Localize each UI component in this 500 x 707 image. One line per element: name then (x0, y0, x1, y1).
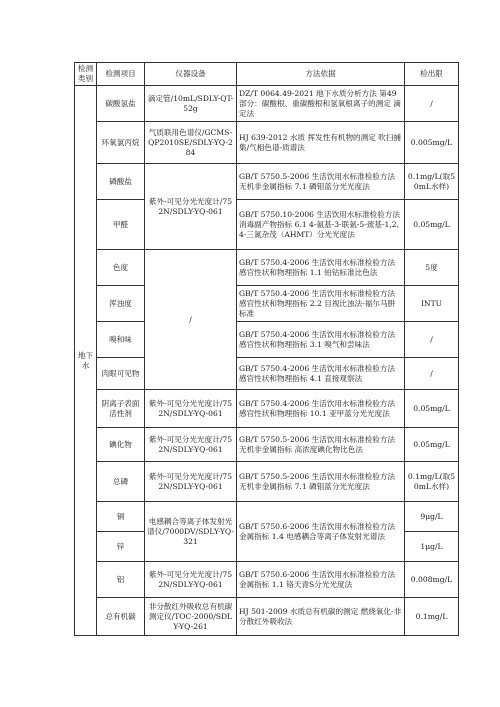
limit-cell: 0.1mg/L (405, 598, 459, 636)
table-row (75, 200, 459, 250)
item-cell: 总有机碳 (97, 598, 145, 636)
margin-pencil-mark (486, 450, 496, 510)
method-cell: GB/T 5750.4-2006 生活饮用水标准检验方法 感官性状和物理指标 4.1 直接观察法 (237, 358, 405, 390)
limit-cell: 0.1mg/L(取50mL水样) (405, 164, 459, 200)
method-cell: GB/T 5750.4-2006 生活饮用水标准检验方法 感官性状和物理指标 10.1 亚甲蓝分光光度法 (237, 390, 405, 428)
instrument-cell: 紫外-可见分光光度计/752N/SDLY-YQ-061 (145, 390, 237, 428)
method-cell: GB/T 5750.6-2006 生活饮用水标准检验方法 金属指标 1.4 电感耦合等离子体发射光谱法 (237, 502, 405, 562)
item-cell: 色度 (97, 250, 145, 286)
header-instrument: 仪器设备 (145, 63, 237, 86)
limit-cell: 0.008mg/L (405, 562, 459, 598)
limit-cell: INTU (405, 286, 459, 322)
item-cell: 锌 (97, 532, 145, 562)
table-row (75, 462, 459, 502)
limit-cell: 1μg/L (405, 532, 459, 562)
item-cell: 环氧氯丙烷 (97, 122, 145, 164)
table-row (75, 502, 459, 532)
table-row (75, 598, 459, 636)
header-limit: 检出限 (405, 63, 459, 86)
table-header-row (75, 63, 459, 86)
method-cell: HJ 639-2012 水质 挥发性有机物的测定 吹扫捕集/气相色谱-质谱法 (237, 122, 405, 164)
limit-cell: 0.05mg/L (405, 200, 459, 250)
method-cell: DZ/T 0064.49-2021 地下水质分析方法 第49部分：碳酸根、重碳酸根和氢氧根离子的测定 滴定法 (237, 86, 405, 122)
table-row (75, 358, 459, 390)
item-cell: 浑浊度 (97, 286, 145, 322)
item-cell: 铝 (97, 562, 145, 598)
limit-cell: / (405, 86, 459, 122)
table-row (75, 390, 459, 428)
limit-cell: 0.1mg/L(取50mL水样) (405, 462, 459, 502)
item-cell: 阴离子表面活性剂 (97, 390, 145, 428)
limit-cell: 0.005mg/L (405, 122, 459, 164)
instrument-cell: 气质联用色谱仪/GCMS-QP2010SE/SDLY-YQ-284 (145, 122, 237, 164)
table-row (75, 122, 459, 164)
limit-cell: 9μg/L (405, 502, 459, 532)
instrument-cell: 紫外-可见分光光度计/752N/SDLY-YQ-061 (145, 164, 237, 250)
instrument-cell: 电感耦合等离子体发射光谱仪/7000DV/SDLY-YQ-321 (145, 502, 237, 562)
limit-cell: / (405, 322, 459, 358)
table-row (75, 164, 459, 200)
header-method: 方法依据 (237, 63, 405, 86)
method-cell: GB/T 5750.6-2006 生活饮用水标准检验方法 金属指标 1.1 铬天青S分光光度法 (237, 562, 405, 598)
item-cell: 碘化物 (97, 428, 145, 462)
item-cell: 总磷 (97, 462, 145, 502)
header-item: 检测项目 (97, 63, 145, 86)
item-cell: 碳酸氢盐 (97, 86, 145, 122)
method-cell: GB/T 5750.5-2006 生活饮用水标准检验方法 无机非金属指标 高浓度碘化物比色法 (237, 428, 405, 462)
test-method-table (74, 62, 459, 636)
method-cell: GB/T 5750.4-2006 生活饮用水标准检验方法 感官性状和物理指标 3.1 嗅气和尝味法 (237, 322, 405, 358)
method-cell: GB/T 5750.10-2006 生活饮用水标准检验方法 消毒副产物指标 6.1 4-氨基-3-联氨-5-巯基-1,2,4-三氮杂茂（AHMT）分光光度法 (237, 200, 405, 250)
item-cell: 肉眼可见物 (97, 358, 145, 390)
table-row (75, 562, 459, 598)
header-category: 检测类别 (75, 63, 97, 86)
instrument-cell: 紫外-可见分光光度计/752N/SDLY-YQ-061 (145, 562, 237, 598)
limit-cell: 0.05mg/L (405, 428, 459, 462)
category-cell: 地下水 (75, 86, 97, 636)
limit-cell: 5度 (405, 250, 459, 286)
method-cell: GB/T 5750.4-2006 生活饮用水标准检验方法 感官性状和物理指标 1.1 铂钴标准比色法 (237, 250, 405, 286)
limit-cell: 0.05mg/L (405, 390, 459, 428)
table-row (75, 428, 459, 462)
instrument-cell: 紫外-可见分光光度计/752N/SDLY-YQ-061 (145, 462, 237, 502)
method-cell: HJ 501-2009 水质总有机碳的测定 燃烧氧化-非分散红外吸收法 (237, 598, 405, 636)
table-row (75, 250, 459, 286)
item-cell: 铜 (97, 502, 145, 532)
item-cell: 磷酸盐 (97, 164, 145, 200)
instrument-cell: 非分散红外吸收总有机碳测定仪/TOC-2000/SDLY-YQ-261 (145, 598, 237, 636)
instrument-cell: 紫外-可见分光光度计/752N/SDLY-YQ-061 (145, 428, 237, 462)
item-cell: 甲醛 (97, 200, 145, 250)
instrument-cell: / (145, 250, 237, 390)
table-row (75, 286, 459, 322)
method-cell: GB/T 5750.4-2006 生活饮用水标准检验方法 感官性状和物理指标 2.2 目视比浊法-福尔马肼标准 (237, 286, 405, 322)
table-row (75, 322, 459, 358)
method-cell: GB/T 5750.5-2006 生活饮用水标准检验方法 无机非金属指标 7.1 磷钼蓝分光光度法 (237, 462, 405, 502)
method-cell: GB/T 5750.5-2006 生活饮用水标准检验方法 无机非金属指标 7.1 磷钼蓝分光光度法 (237, 164, 405, 200)
instrument-cell: 滴定管/10mL/SDLY-QT-52g (145, 86, 237, 122)
item-cell: 嗅和味 (97, 322, 145, 358)
table-row (75, 86, 459, 122)
limit-cell: / (405, 358, 459, 390)
